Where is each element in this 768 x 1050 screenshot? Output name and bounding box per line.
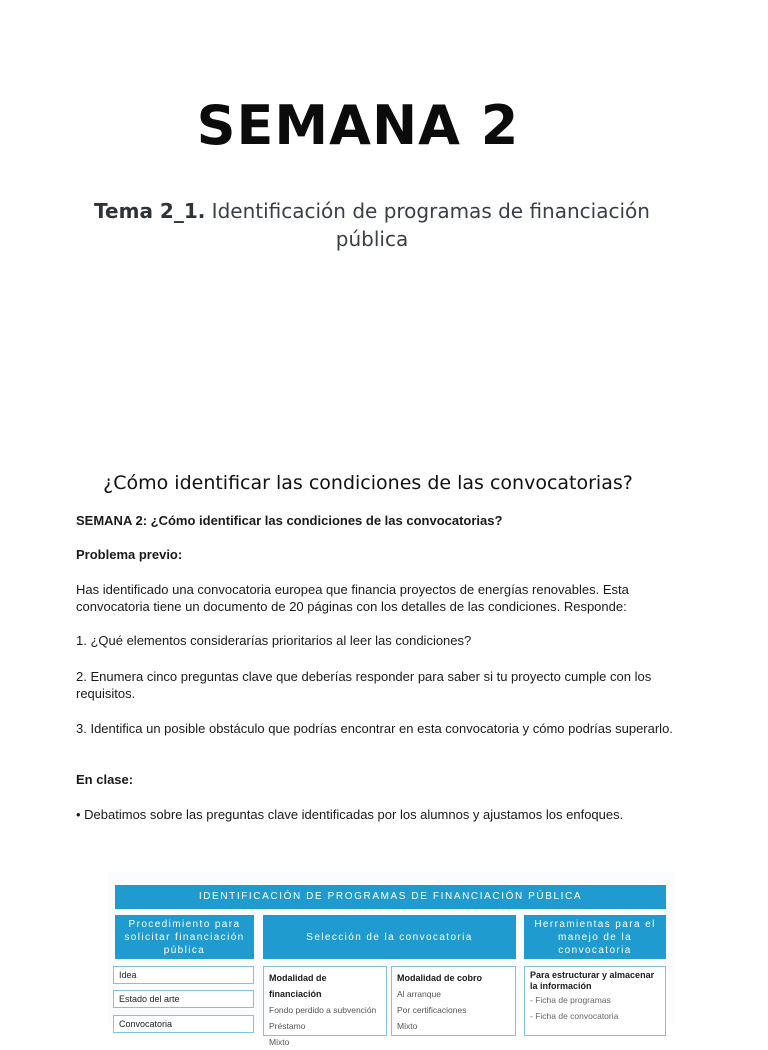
col3-header: Herramientas para el manejo de la convocatoria xyxy=(524,915,666,959)
problem-label: Problema previo: xyxy=(76,547,183,562)
class-item: • Debatimos sobre las preguntas clave identificadas por los alumnos y ajustamos los enfoques. xyxy=(76,807,624,822)
question-3: 3. Identifica un posible obstáculo que podrías encontrar en esta convocatoria y cómo podrías superarlo. xyxy=(76,721,673,736)
diagram-title: IDENTIFICACIÓN DE PROGRAMAS DE FINANCIACIÓN PÚBLICA xyxy=(115,885,666,909)
financing-item: Fondo perdido a subvención xyxy=(269,1005,377,1015)
payment-item: Por certificaciones xyxy=(397,1005,467,1015)
section-question: ¿Cómo identificar las condiciones de las convocatorias? xyxy=(103,472,633,494)
topic-title: Identificación de programas de financiación pública xyxy=(205,199,650,251)
question-2: 2. Enumera cinco preguntas clave que deberías responder para saber si tu proyecto cumple con los requisitos. xyxy=(76,669,652,701)
topic-heading xyxy=(84,197,660,253)
tools-item: - Ficha de programas xyxy=(530,995,611,1005)
funding-diagram xyxy=(108,872,674,1047)
panel-payment-mode xyxy=(391,966,516,1036)
financing-item: Mixto xyxy=(269,1037,290,1047)
panel-tools xyxy=(524,966,666,1036)
step-state-of-art: Estado del arte xyxy=(113,990,254,1008)
payment-item: Mixto xyxy=(397,1021,418,1031)
panel-financing-mode xyxy=(263,966,387,1047)
step-call: Convocatoria xyxy=(113,1015,254,1033)
class-label: En clase: xyxy=(76,772,134,787)
panel-financing-title: Modalidad de financiación xyxy=(269,973,327,999)
step-idea: Idea xyxy=(113,966,254,984)
tools-item: - Ficha de convocatoria xyxy=(530,1011,619,1021)
col2-header: Selección de la convocatoria xyxy=(263,915,516,959)
topic-number: Tema 2_1. xyxy=(94,199,206,223)
panel-payment-title: Modalidad de cobro xyxy=(397,973,483,983)
financing-item: Préstamo xyxy=(269,1021,306,1031)
page-title: SEMANA 2 xyxy=(196,94,520,157)
problem-text: Has identificado una convocatoria europea que financia proyectos de energías renovables. Esta convocatoria tiene un documento de 20 páginas con los detalles de las condiciones. Responde: xyxy=(76,582,629,614)
col1-header: Procedimiento para solicitar financiación pública xyxy=(115,915,254,959)
content-heading: SEMANA 2: ¿Cómo identificar las condiciones de las convocatorias? xyxy=(76,513,503,528)
question-1: 1. ¿Qué elementos considerarías prioritarios al leer las condiciones? xyxy=(76,633,472,648)
payment-item: Al arranque xyxy=(397,989,441,999)
tools-title: Para estructurar y almacenar la información xyxy=(530,970,655,991)
